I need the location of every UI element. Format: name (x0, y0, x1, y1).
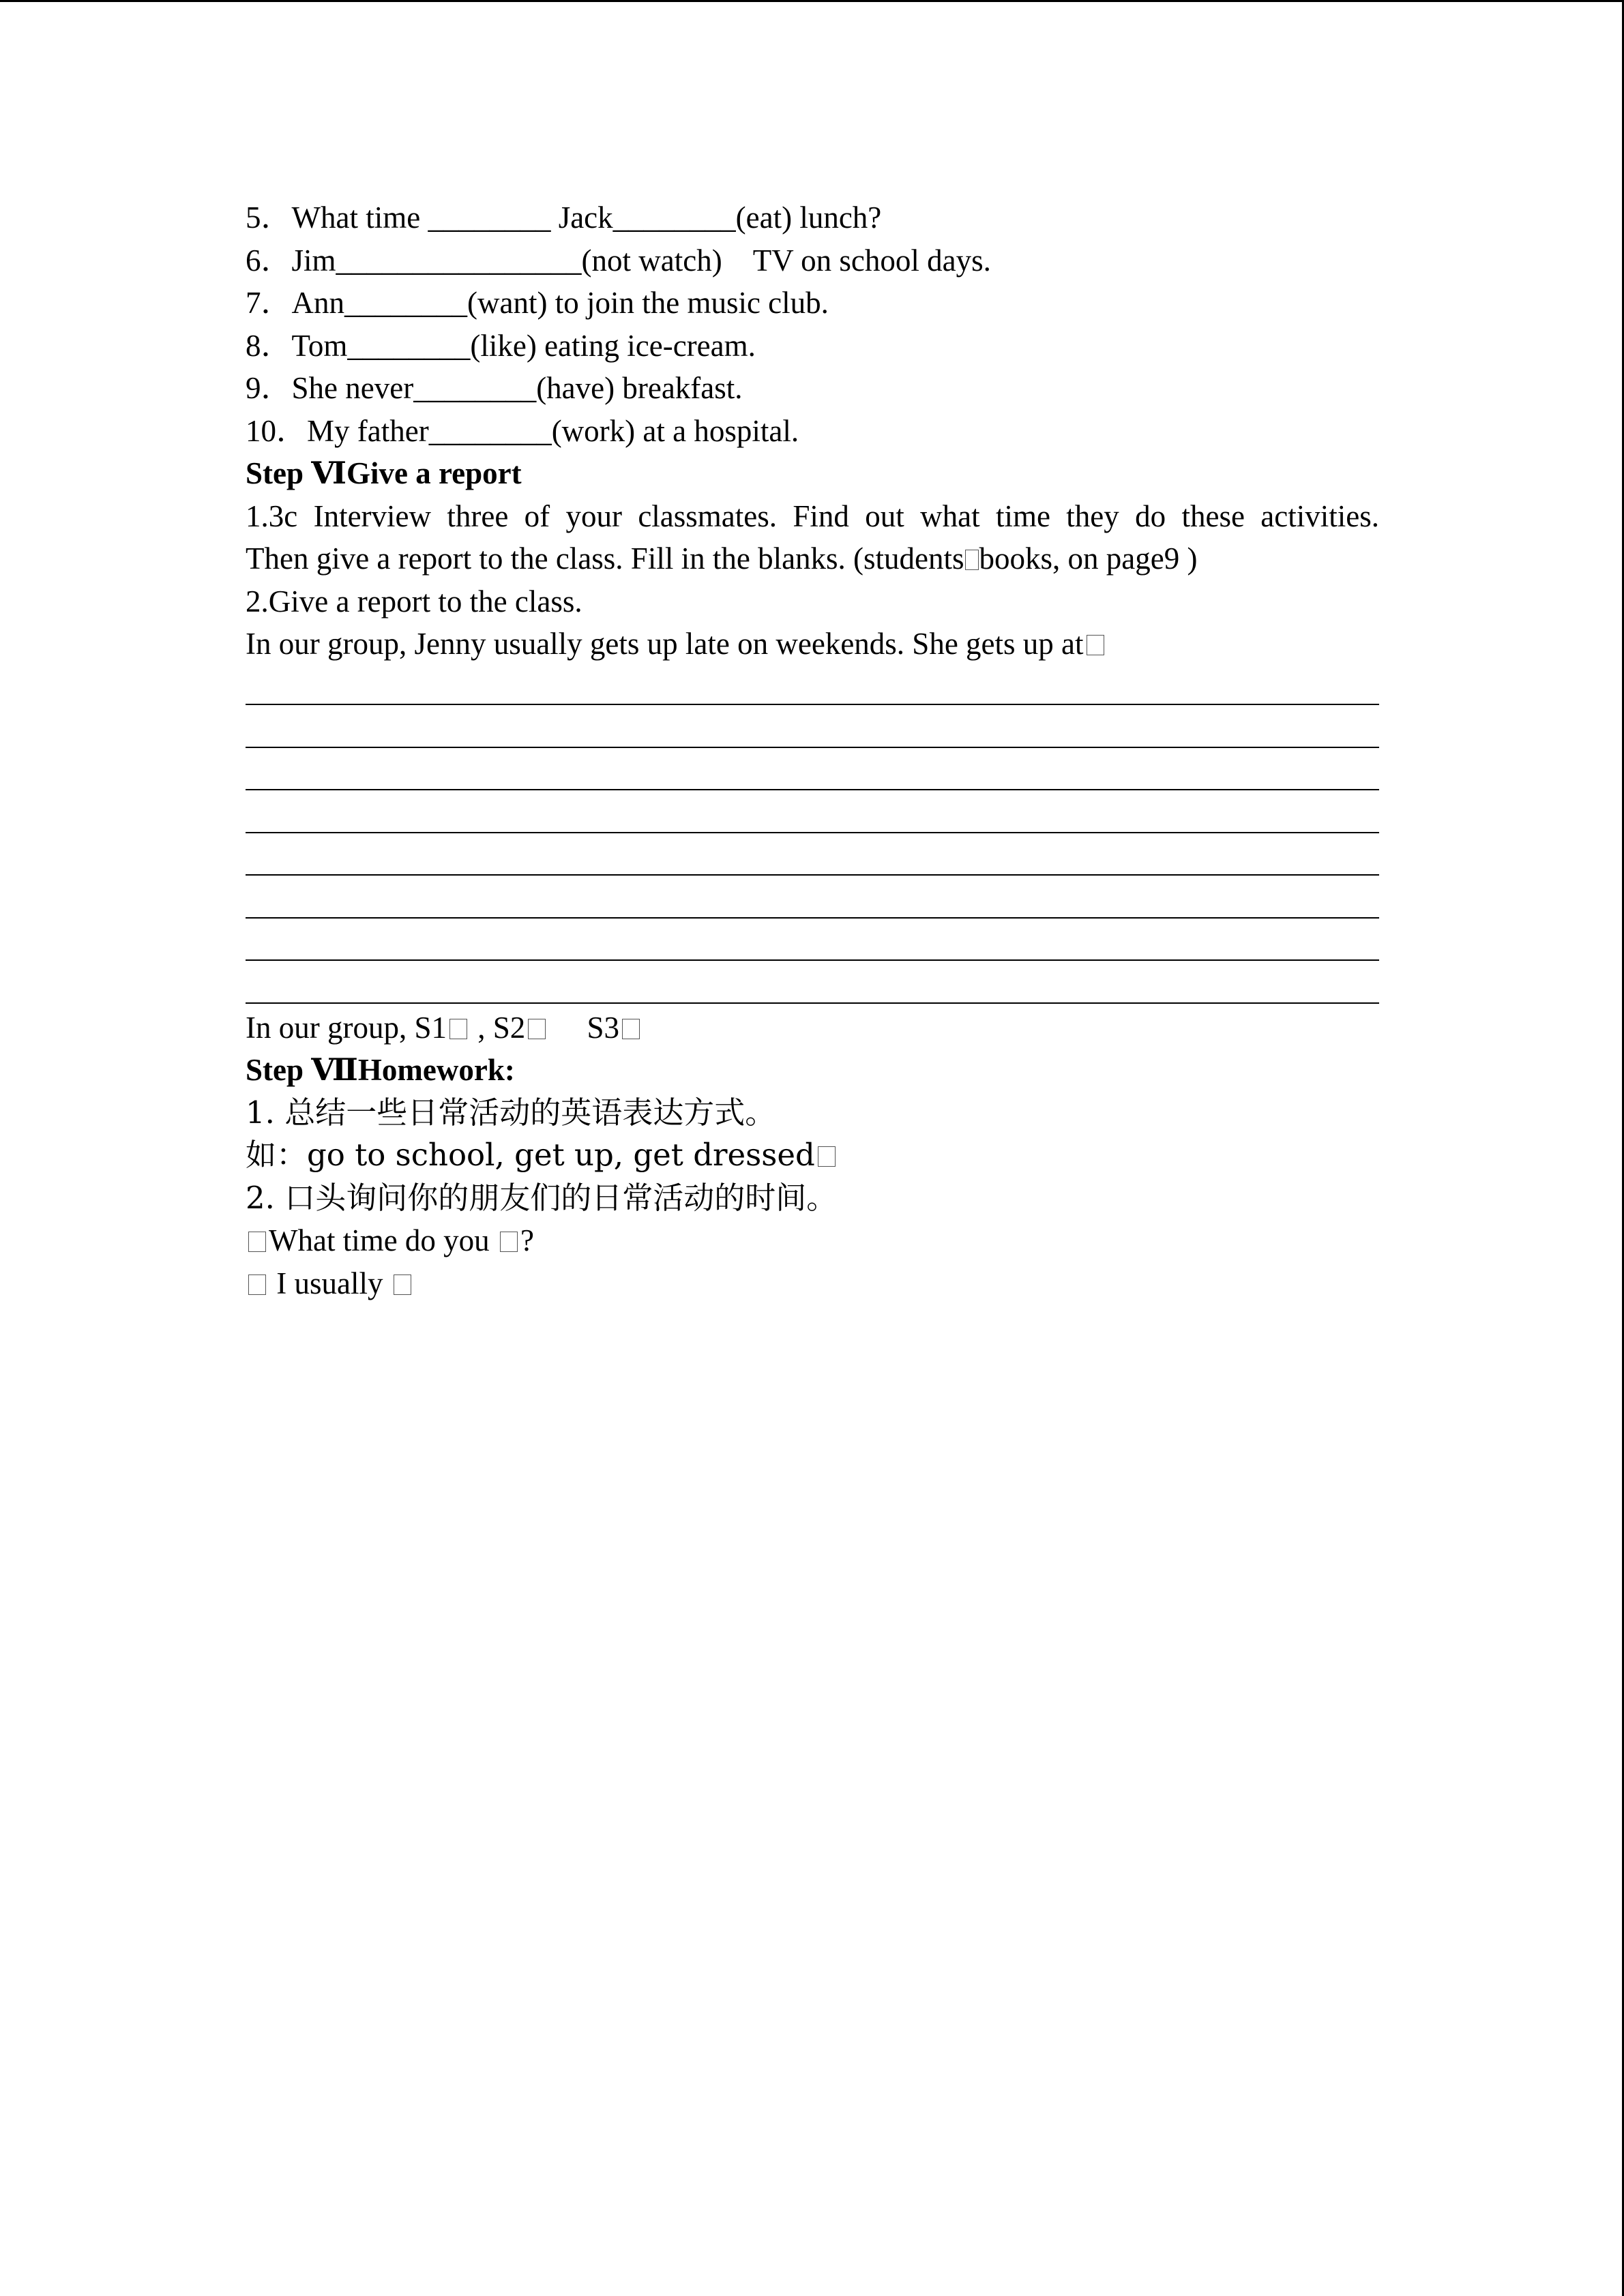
group-s2: , S2 (469, 1010, 526, 1045)
answer-line[interactable] (246, 751, 1379, 794)
step6-example-text: In our group, Jenny usually gets up late on weekends. She gets up at (246, 627, 1084, 661)
missing-glyph-box (1087, 635, 1104, 655)
step7-question (246, 1219, 1379, 1262)
missing-glyph-box (528, 1019, 546, 1039)
exercise-5 (246, 196, 1379, 239)
step7-question-text: What time do you (269, 1223, 497, 1257)
page-top-border (0, 0, 1624, 2)
step6-heading: Step ⅥGive a report (246, 456, 522, 490)
exercise-text: Tom________(like) eating ice-cream. (291, 328, 756, 363)
missing-glyph-box (500, 1232, 518, 1252)
step7-item1: 1. 总结一些日常活动的英语表达方式。 (246, 1094, 776, 1131)
missing-glyph-box (818, 1146, 836, 1167)
exercise-10 (246, 410, 1379, 453)
exercise-number: 5． (246, 200, 292, 235)
exercise-6 (246, 239, 1379, 282)
exercise-number: 9． (246, 371, 292, 405)
group-s3: S3 (548, 1010, 620, 1045)
missing-glyph-box (449, 1019, 467, 1039)
missing-glyph-box (248, 1274, 266, 1295)
answer-line[interactable] (246, 878, 1379, 921)
exercise-7 (246, 282, 1379, 325)
missing-glyph-box (394, 1274, 411, 1295)
answer-line[interactable] (246, 666, 1379, 709)
exercise-text: What time ________ Jack________(eat) lunch? (291, 200, 882, 235)
exercise-number: 6． (246, 243, 292, 278)
step6-item1-line2-start: Then give a report to the class. Fill in the blanks. (students (246, 541, 964, 576)
step6-item1-line2-end: books, on page9 ) (979, 541, 1198, 576)
exercise-number: 10． (246, 413, 308, 448)
step7-item2: 2. 口头询问你的朋友们的日常活动的时间。 (246, 1179, 838, 1216)
missing-glyph-box (248, 1232, 266, 1252)
step7-example-text: 如：go to school, get up, get dressed (246, 1137, 815, 1173)
step7-question-mark: ? (520, 1223, 534, 1257)
exercise-number: 8． (246, 328, 292, 363)
exercise-text: My father________(work) at a hospital. (307, 413, 799, 448)
missing-glyph-box (622, 1019, 640, 1039)
exercise-text: Jim________________(not watch) TV on school days. (291, 243, 991, 278)
exercise-text: She never________(have) breakfast. (291, 371, 743, 405)
group-s1: In our group, S1 (246, 1010, 447, 1045)
exercise-9 (246, 367, 1379, 410)
step6-example (246, 623, 1379, 666)
step7-answer (246, 1262, 1379, 1305)
step6-item2: 2.Give a report to the class. (246, 584, 582, 618)
missing-glyph-box (965, 550, 979, 570)
exercise-number: 7． (246, 286, 292, 320)
answer-line[interactable] (246, 836, 1379, 879)
answer-line[interactable] (246, 708, 1379, 751)
answer-line[interactable] (246, 793, 1379, 836)
step7-answer-text: I usually (269, 1266, 391, 1300)
step6-item1-line2 (246, 537, 1379, 580)
step7-example (246, 1134, 1379, 1177)
exercise-8 (246, 325, 1379, 368)
answer-line[interactable] (246, 921, 1379, 964)
step6-item1-line1: 1.3c Interview three of your classmates. Find out what time they do these activities. (246, 498, 1379, 533)
answer-line[interactable] (246, 964, 1379, 1007)
document-body (246, 196, 1379, 1304)
step7-heading: Step ⅦHomework: (246, 1053, 515, 1087)
step6-group-line (246, 1007, 1379, 1049)
exercise-text: Ann________(want) to join the music club. (291, 286, 829, 320)
